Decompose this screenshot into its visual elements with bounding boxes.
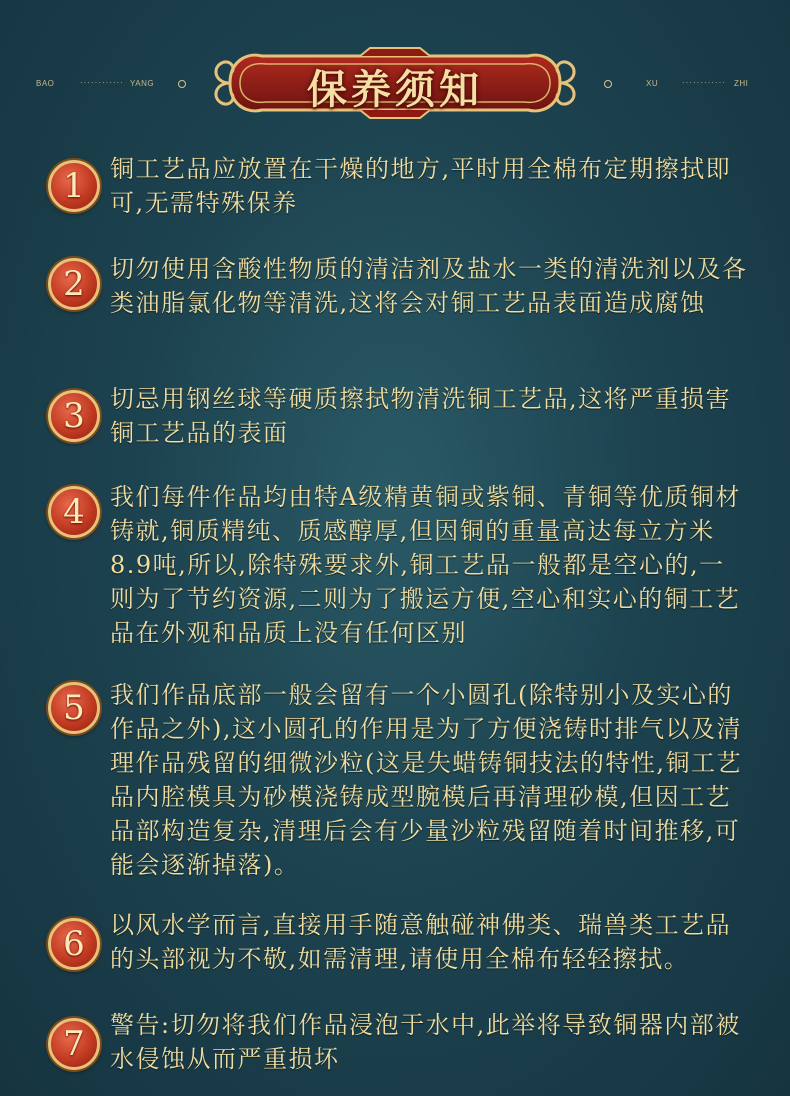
- item-text: 警告:切勿将我们作品浸泡于水中,此举将导致铜器内部被水侵蚀从而严重损坏: [110, 1011, 741, 1073]
- page-title: 保养须知: [307, 66, 483, 113]
- number-label: 6: [63, 924, 85, 964]
- header-right-label-a: XU: [646, 79, 659, 88]
- item-text: 我们作品底部一般会留有一个小圆孔(除特别小及实心的作品之外),这小圆孔的作用是为了方便浇铸时排气以及清理作品残留的细微沙粒(这是失蜡铸铜技法的特性,铜工艺品内腔模具为砂模浇铸成型腕模后再清理砂模,但因工艺品部构造复杂,清理后会有少量沙粒残留随着时间推移,可能会逐渐掉落)。: [110, 681, 742, 879]
- item-text: 铜工艺品应放置在干燥的地方,平时用全棉布定期擦拭即可,无需特殊保养: [110, 155, 732, 217]
- number-badge: [48, 258, 100, 310]
- header-right-dots: ············: [682, 78, 726, 87]
- item-text: 切勿使用含酸性物质的清洁剂及盐水一类的清洗剂以及各类油脂氯化物等清洗,这将会对铜工艺品表面造成腐蚀: [110, 255, 748, 317]
- header-left-dots: ············: [80, 78, 124, 87]
- number-badge: [48, 486, 100, 538]
- header-left-label-a: BAO: [36, 79, 55, 88]
- header-left-label-b: YANG: [130, 79, 155, 88]
- item-text: 我们每件作品均由特A级精黄铜或紫铜、青铜等优质铜材铸就,铜质精纯、质感醇厚,但因铜的重量高达每立方米8.9吨,所以,除特殊要求外,铜工艺品一般都是空心的,一则为了节约资源,二则为了搬运方便,空心和实心的铜工艺品在外观和品质上没有任何区别: [110, 483, 741, 647]
- number-label: 5: [63, 688, 85, 728]
- item-text: 切忌用钢丝球等硬质擦拭物清洗铜工艺品,这将严重损害铜工艺品的表面: [110, 385, 732, 447]
- number-badge: [48, 160, 100, 212]
- number-badge: [48, 390, 100, 442]
- number-badge: [48, 1018, 100, 1070]
- header-right-label-b: ZHI: [734, 79, 749, 88]
- number-label: 7: [63, 1024, 85, 1064]
- header: [0, 30, 790, 140]
- title-plaque: [210, 42, 580, 124]
- number-label: 3: [63, 396, 85, 436]
- number-label: 2: [63, 264, 85, 304]
- number-badge: [48, 682, 100, 734]
- header-right-ring-icon: [604, 80, 612, 88]
- number-label: 1: [63, 166, 85, 206]
- number-label: 4: [63, 492, 85, 532]
- item-text: 以风水学而言,直接用手随意触碰神佛类、瑞兽类工艺品的头部视为不敬,如需清理,请使用全棉布轻轻擦拭。: [110, 911, 732, 973]
- number-badge: [48, 918, 100, 970]
- header-left-ring-icon: [178, 80, 186, 88]
